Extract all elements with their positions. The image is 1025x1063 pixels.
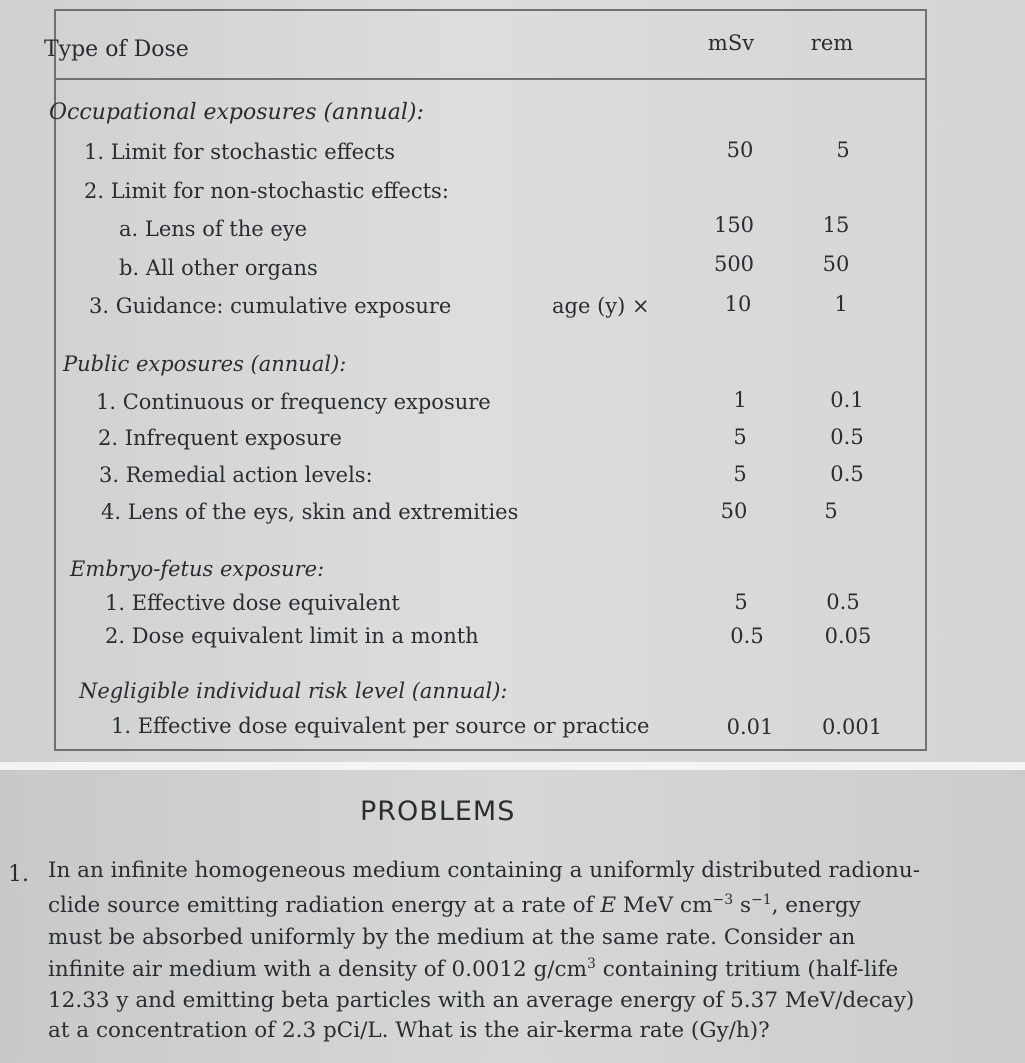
problem-line-2 [48, 892, 861, 918]
problem-exponent-cm3: 3 [586, 956, 596, 972]
section-public-title: Public exposures (annual): [63, 352, 347, 376]
section-negligible-title: Negligible individual risk level (annual): [79, 679, 508, 703]
occupational-row2b-label: b. All other organs [119, 256, 318, 280]
public-row3-rem: 0.5 [830, 462, 864, 486]
public-row2-msv: 5 [733, 425, 747, 449]
occupational-row2a-label: a. Lens of the eye [119, 217, 308, 241]
problem-exponent-cm: −3 [712, 892, 734, 908]
photo-divider [0, 762, 1025, 770]
negligible-row1-label: 1. Effective dose equivalent per source or practice [111, 714, 650, 738]
header-rem: rem [810, 31, 854, 55]
problem-line-2-text-c: s [733, 893, 751, 919]
problem-line-4-text-b: containing tritium (half-life [595, 957, 899, 983]
public-row4-rem: 5 [824, 499, 838, 523]
occupational-row2-label: 2. Limit for non-stochastic effects: [84, 179, 449, 203]
problem-line-2-text-a: clide source emitting radiation energy at a rate of [48, 893, 601, 919]
embryo-row2-label: 2. Dose equivalent limit in a month [105, 624, 479, 648]
occupational-row1-rem: 5 [836, 138, 850, 162]
public-row3-msv: 5 [733, 462, 747, 486]
public-row4-label: 4. Lens of the eys, skin and extremities [101, 500, 519, 524]
problem-line-4-text-a: infinite air medium with a density of 0.0012 g/cm [48, 957, 587, 983]
embryo-row1-label: 1. Effective dose equivalent [105, 591, 400, 615]
problem-variable-e: E [600, 893, 617, 919]
problem-line-3: must be absorbed uniformly by the medium at the same rate. Consider an [48, 925, 856, 950]
section-embryo-title: Embryo-fetus exposure: [70, 557, 325, 581]
problem-exponent-s: −1 [750, 892, 772, 908]
public-row2-label: 2. Infrequent exposure [98, 426, 342, 450]
public-row1-label: 1. Continuous or frequency exposure [96, 390, 491, 414]
occupational-row1-msv: 50 [726, 138, 754, 162]
section-occupational-title: Occupational exposures (annual): [49, 100, 424, 125]
occupational-row3-label: 3. Guidance: cumulative exposure [89, 294, 452, 318]
occupational-row2a-rem: 15 [822, 213, 850, 237]
problem-line-5: 12.33 y and emitting beta particles with an average energy of 5.37 MeV/decay) [48, 988, 915, 1013]
problem-line-1: In an infinite homogeneous medium containing a uniformly distributed radionu- [48, 858, 920, 883]
negligible-row1-msv: 0.01 [726, 715, 774, 739]
header-msv: mSv [707, 31, 755, 55]
header-type-of-dose: Type of Dose [44, 37, 189, 62]
occupational-row2b-rem: 50 [822, 252, 850, 276]
occupational-row2b-msv: 500 [713, 252, 755, 276]
occupational-row1-label: 1. Limit for stochastic effects [84, 140, 396, 164]
public-row1-msv: 1 [733, 388, 747, 412]
problem-line-4 [48, 956, 898, 982]
problem-line-2-text-b: MeV cm [616, 893, 713, 919]
occupational-row3-msv: 10 [724, 292, 752, 316]
embryo-row2-rem: 0.05 [824, 624, 872, 648]
header-divider [56, 78, 925, 80]
negligible-row1-rem: 0.001 [821, 715, 883, 739]
embryo-row2-msv: 0.5 [730, 624, 764, 648]
public-row1-rem: 0.1 [830, 388, 864, 412]
occupational-row2a-msv: 150 [713, 213, 755, 237]
public-row3-label: 3. Remedial action levels: [99, 463, 373, 487]
occupational-row3-factor: age (y) × [552, 294, 650, 318]
public-row2-rem: 0.5 [830, 425, 864, 449]
occupational-row3-rem: 1 [834, 292, 848, 316]
problem-line-6: at a concentration of 2.3 pCi/L. What is the air-kerma rate (Gy/h)? [48, 1018, 770, 1043]
problem-line-2-text-d: , energy [771, 893, 861, 919]
embryo-row1-msv: 5 [734, 590, 748, 614]
problem-number: 1. [8, 862, 29, 887]
public-row4-msv: 50 [720, 499, 748, 523]
embryo-row1-rem: 0.5 [826, 590, 860, 614]
problems-heading: PROBLEMS [360, 796, 516, 827]
